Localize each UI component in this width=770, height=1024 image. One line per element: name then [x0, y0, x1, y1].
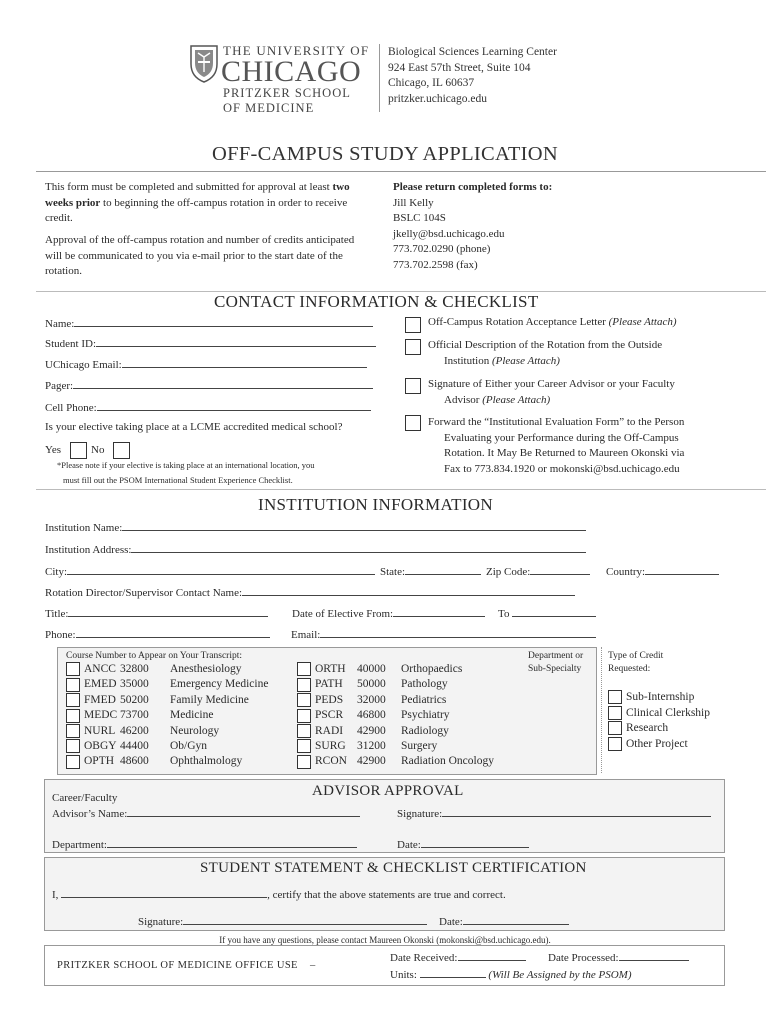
statement-heading: STUDENT STATEMENT & CHECKLIST CERTIFICATION [200, 860, 587, 876]
course-option[interactable]: FMED 50200 Family Medicine [66, 693, 268, 708]
pager-field[interactable]: Pager: [45, 378, 373, 393]
school-name-line1: PRITZKER SCHOOL [223, 86, 351, 100]
lcme-question: Is your elective taking place at a LCME accredited medical school? [45, 421, 343, 433]
page-title: OFF-CAMPUS STUDY APPLICATION [212, 143, 558, 165]
contact-heading: CONTACT INFORMATION & CHECKLIST [214, 292, 539, 311]
cell-phone-field[interactable]: Cell Phone: [45, 400, 371, 415]
credit-type-option[interactable]: Research [608, 721, 710, 737]
course-option[interactable]: ORTH 40000 Orthopaedics [297, 662, 494, 677]
office-use-label: PRITZKER SCHOOL OF MEDICINE OFFICE USE – [57, 960, 316, 971]
advisor-date-field[interactable]: Date: [397, 837, 529, 852]
no-checkbox[interactable] [113, 442, 130, 459]
header-divider [379, 44, 380, 112]
credit-type-option[interactable]: Sub-Internship [608, 690, 710, 706]
return-email-link[interactable]: jkelly@bsd.uchicago.edu [393, 227, 505, 240]
course-option[interactable]: PATH 50000 Pathology [297, 677, 494, 692]
date-received-field[interactable]: Date Received: [390, 950, 526, 965]
credit-type-header-2: Requested: [608, 664, 651, 674]
advisor-label-1: Career/Faculty [52, 792, 118, 804]
name-field[interactable]: Name: [45, 316, 373, 331]
university-crest-icon [189, 44, 219, 84]
email-field[interactable]: UChicago Email: [45, 357, 367, 372]
date-from-field[interactable]: Date of Elective From: [292, 606, 485, 621]
statement-signature-field[interactable]: Signature: [138, 914, 427, 929]
international-note-2: must fill out the PSOM International Student Experience Checklist. [63, 475, 293, 485]
header-address [388, 45, 557, 107]
contact-note: If you have any questions, please contact Maureen Okonski (mokonski@bsd.uchicago.edu). [219, 935, 551, 945]
course-option[interactable]: RADI 42900 Radiology [297, 724, 494, 739]
checklist-evaluation-form-checkbox[interactable] [405, 414, 421, 432]
return-title: Please return completed forms to: [393, 181, 553, 193]
course-option[interactable]: NURL 46200 Neurology [66, 724, 268, 739]
credit-type-option[interactable]: Clinical Clerkship [608, 706, 710, 722]
course-option[interactable]: PSCR 46800 Psychiatry [297, 708, 494, 723]
course-option[interactable]: PEDS 32000 Pediatrics [297, 693, 494, 708]
department-header-2: Sub-Specialty [528, 664, 582, 674]
country-field[interactable]: Country: [606, 564, 719, 579]
statement-date-field[interactable]: Date: [439, 914, 569, 929]
credit-type-option[interactable]: Other Project [608, 737, 710, 753]
advisor-heading: ADVISOR APPROVAL [312, 783, 464, 799]
yes-option: Yes [45, 442, 87, 459]
date-to-field[interactable]: To [498, 606, 596, 621]
institution-address-field[interactable]: Institution Address: [45, 542, 586, 557]
zip-code-field[interactable]: Zip Code: [486, 564, 590, 579]
address-line: Chicago, IL 60637 [388, 77, 475, 89]
checklist-description-checkbox[interactable] [405, 338, 421, 356]
checklist-advisor-signature-checkbox[interactable] [405, 377, 421, 395]
intro-paragraph-2: Approval of the off-campus rotation and number of credits anticipated will be communicated to you via e-mail prior to the start date of the rotation. [45, 234, 355, 277]
course-option[interactable]: RCON 42900 Radiation Oncology [297, 754, 494, 769]
institution-email-field[interactable]: Email: [291, 627, 596, 642]
title-rule [36, 171, 766, 172]
course-list-left [66, 662, 268, 770]
address-line: 924 East 57th Street, Suite 104 [388, 61, 531, 74]
course-list-right [297, 662, 494, 770]
university-name-line2: CHICAGO [221, 55, 362, 88]
course-option[interactable]: ANCC 32800 Anesthesiology [66, 662, 268, 677]
credit-type-header-1: Type of Credit [608, 651, 664, 661]
advisor-name-field[interactable]: Advisor’s Name: [52, 806, 360, 821]
advisor-signature-field[interactable]: Signature: [397, 806, 711, 821]
checklist-description: Official Description of the Rotation from the Outside Institution (Please Attach) [428, 339, 663, 367]
phone-field[interactable]: Phone: [45, 627, 270, 642]
title-field[interactable]: Title: [45, 606, 268, 621]
credit-type-divider [601, 647, 602, 773]
course-option[interactable]: MEDC 73700 Medicine [66, 708, 268, 723]
date-processed-field[interactable]: Date Processed: [548, 950, 689, 965]
no-option: No [91, 442, 130, 459]
course-option[interactable]: EMED 35000 Emergency Medicine [66, 677, 268, 692]
credit-type-list [608, 690, 710, 752]
units-field[interactable]: Units: (Will Be Assigned by the PSOM) [390, 969, 632, 981]
checklist-evaluation-form: Forward the “Institutional Evaluation Form” to the Person Evaluating your Performance during the Off-Campus Rotation. It May Be Returned to Maureen Okonski via Fax to 773.834.1920 or mokonski@bsd.uchicago.edu [428, 416, 685, 475]
address-website-link[interactable]: pritzker.uchicago.edu [388, 92, 487, 105]
checklist-advisor-signature: Signature of Either your Career Advisor or your Faculty Advisor (Please Attach) [428, 378, 675, 406]
address-line: Biological Sciences Learning Center [388, 46, 557, 58]
institution-rule [36, 489, 766, 490]
international-note-1: *Please note if your elective is taking place at an international location, you [57, 460, 315, 470]
course-option[interactable]: OBGY 44400 Ob/Gyn [66, 739, 268, 754]
institution-name-field[interactable]: Institution Name: [45, 520, 586, 535]
institution-heading: INSTITUTION INFORMATION [258, 495, 493, 514]
course-option[interactable]: OPTH 48600 Ophthalmology [66, 754, 268, 769]
school-name-line2: OF MEDICINE [223, 101, 315, 115]
city-field[interactable]: City: [45, 564, 375, 579]
department-header-1: Department or [528, 651, 584, 661]
university-name-line1: THE UNIVERSITY OF [223, 43, 370, 58]
intro-paragraph-1: This form must be completed and submitted for approval at least two weeks prior to beginning the off-campus rotation in order to receive credit. [45, 181, 350, 224]
yes-checkbox[interactable] [70, 442, 87, 459]
return-forms-block: Please return completed forms to: Jill Kelly BSLC 104S jkelly@bsd.uchicago.edu 773.702.0290 (phone) 773.702.2598 (fax) [393, 181, 553, 271]
student-id-field[interactable]: Student ID: [45, 336, 376, 351]
checklist-acceptance-letter: Off-Campus Rotation Acceptance Letter (Please Attach) [428, 316, 677, 328]
course-number-header: Course Number to Appear on Your Transcript: [66, 651, 243, 661]
advisor-department-field[interactable]: Department: [52, 837, 357, 852]
checklist-acceptance-letter-checkbox[interactable] [405, 316, 421, 334]
rotation-director-field[interactable]: Rotation Director/Supervisor Contact Name: [45, 585, 575, 600]
statement-name-field[interactable]: I, , certify that the above statements are true and correct. [52, 889, 506, 901]
course-option[interactable]: SURG 31200 Surgery [297, 739, 494, 754]
state-field[interactable]: State: [380, 564, 481, 579]
